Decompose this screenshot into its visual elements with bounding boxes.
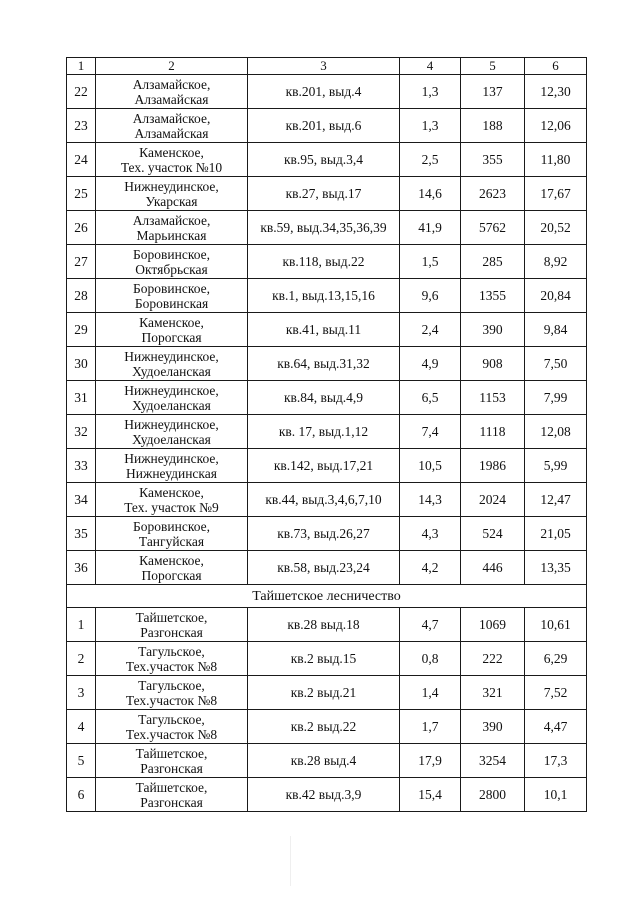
volume-cell: 188 [461, 109, 525, 143]
area-cell: 14,6 [400, 177, 461, 211]
forest-section: Нижнеудинская [126, 465, 217, 481]
location-cell [96, 483, 248, 517]
table-row [67, 211, 587, 245]
value-cell: 4,47 [525, 710, 587, 744]
forest-section: Тех.участок №8 [125, 658, 218, 674]
value-cell: 10,61 [525, 608, 587, 642]
quarter-allotment-cell: кв.2 выд.15 [248, 642, 400, 676]
area-cell: 2,4 [400, 313, 461, 347]
value-cell: 12,47 [525, 483, 587, 517]
location-cell [96, 449, 248, 483]
table-row [67, 744, 587, 778]
row-number-cell: 36 [67, 551, 96, 585]
table-row [67, 642, 587, 676]
row-number-cell: 23 [67, 109, 96, 143]
volume-cell: 2800 [461, 778, 525, 812]
volume-cell: 1986 [461, 449, 525, 483]
table-row [67, 75, 587, 109]
forestry-district: Тагульское, [138, 711, 205, 727]
column-header: 2 [96, 58, 248, 75]
column-number-header-row [67, 58, 587, 75]
value-cell: 8,92 [525, 245, 587, 279]
forest-section: Укарская [145, 193, 198, 209]
area-cell: 1,5 [400, 245, 461, 279]
row-number-cell: 3 [67, 676, 96, 710]
location-cell [96, 143, 248, 177]
row-number-cell: 1 [67, 608, 96, 642]
table-row [67, 676, 587, 710]
quarter-allotment-cell: кв.42 выд.3,9 [248, 778, 400, 812]
forest-section: Худоеланская [132, 397, 211, 413]
area-cell: 1,7 [400, 710, 461, 744]
volume-cell: 1069 [461, 608, 525, 642]
volume-cell: 3254 [461, 744, 525, 778]
value-cell: 17,3 [525, 744, 587, 778]
area-cell: 1,3 [400, 75, 461, 109]
quarter-allotment-cell: кв.118, выд.22 [248, 245, 400, 279]
table-row [67, 143, 587, 177]
volume-cell: 321 [461, 676, 525, 710]
table-row [67, 245, 587, 279]
forest-section: Худоеланская [132, 363, 211, 379]
forest-section: Тех.участок №8 [125, 692, 218, 708]
row-number-cell: 30 [67, 347, 96, 381]
forestry-district: Нижнеудинское, [124, 178, 219, 194]
quarter-allotment-cell: кв.95, выд.3,4 [248, 143, 400, 177]
table-row [67, 483, 587, 517]
location-cell [96, 642, 248, 676]
forestry-district: Боровинское, [133, 246, 210, 262]
value-cell: 7,52 [525, 676, 587, 710]
forestry-district: Боровинское, [133, 518, 210, 534]
location-cell [96, 551, 248, 585]
value-cell: 7,50 [525, 347, 587, 381]
row-number-cell: 22 [67, 75, 96, 109]
area-cell: 1,4 [400, 676, 461, 710]
table-row [67, 551, 587, 585]
table-row [67, 608, 587, 642]
row-number-cell: 4 [67, 710, 96, 744]
value-cell: 12,30 [525, 75, 587, 109]
quarter-allotment-cell: кв.2 выд.21 [248, 676, 400, 710]
volume-cell: 5762 [461, 211, 525, 245]
value-cell: 10,1 [525, 778, 587, 812]
forestry-district: Тагульское, [138, 677, 205, 693]
location-cell [96, 347, 248, 381]
forestry-district: Алзамайское, [132, 76, 211, 92]
value-cell: 13,35 [525, 551, 587, 585]
table-row [67, 347, 587, 381]
area-cell: 9,6 [400, 279, 461, 313]
table-row [67, 177, 587, 211]
column-header: 5 [461, 58, 525, 75]
forest-section: Тех. участок №10 [120, 159, 223, 175]
location-cell [96, 778, 248, 812]
value-cell: 7,99 [525, 381, 587, 415]
row-number-cell: 6 [67, 778, 96, 812]
volume-cell: 2623 [461, 177, 525, 211]
column-header: 3 [248, 58, 400, 75]
forestry-district: Каменское, [139, 484, 204, 500]
row-number-cell: 5 [67, 744, 96, 778]
value-cell: 20,52 [525, 211, 587, 245]
table-row [67, 415, 587, 449]
column-header: 6 [525, 58, 587, 75]
location-cell [96, 381, 248, 415]
location-cell [96, 245, 248, 279]
location-cell [96, 415, 248, 449]
volume-cell: 355 [461, 143, 525, 177]
row-number-cell: 33 [67, 449, 96, 483]
row-number-cell: 35 [67, 517, 96, 551]
quarter-allotment-cell: кв.59, выд.34,35,36,39 [248, 211, 400, 245]
volume-cell: 524 [461, 517, 525, 551]
forest-section: Разгонская [140, 624, 203, 640]
column-header: 4 [400, 58, 461, 75]
section-title: Тайшетское лесничество [67, 585, 587, 608]
volume-cell: 285 [461, 245, 525, 279]
value-cell: 6,29 [525, 642, 587, 676]
row-number-cell: 31 [67, 381, 96, 415]
value-cell: 5,99 [525, 449, 587, 483]
value-cell: 20,84 [525, 279, 587, 313]
area-cell: 4,7 [400, 608, 461, 642]
quarter-allotment-cell: кв.142, выд.17,21 [248, 449, 400, 483]
forestry-district: Тагульское, [138, 643, 205, 659]
row-number-cell: 28 [67, 279, 96, 313]
row-number-cell: 29 [67, 313, 96, 347]
row-number-cell: 24 [67, 143, 96, 177]
forest-section: Боровинская [134, 295, 209, 311]
quarter-allotment-cell: кв.28 выд.4 [248, 744, 400, 778]
table-row [67, 778, 587, 812]
area-cell: 17,9 [400, 744, 461, 778]
quarter-allotment-cell: кв.2 выд.22 [248, 710, 400, 744]
area-cell: 1,3 [400, 109, 461, 143]
area-cell: 10,5 [400, 449, 461, 483]
forestry-district: Тайшетское, [135, 745, 208, 761]
area-cell: 14,3 [400, 483, 461, 517]
table-row [67, 313, 587, 347]
value-cell: 17,67 [525, 177, 587, 211]
row-number-cell: 26 [67, 211, 96, 245]
location-cell [96, 676, 248, 710]
forestry-district: Каменское, [139, 144, 204, 160]
quarter-allotment-cell: кв.28 выд.18 [248, 608, 400, 642]
volume-cell: 1355 [461, 279, 525, 313]
forest-section: Тангуйская [138, 533, 205, 549]
table-row [67, 109, 587, 143]
quarter-allotment-cell: кв.1, выд.13,15,16 [248, 279, 400, 313]
row-number-cell: 2 [67, 642, 96, 676]
row-number-cell: 34 [67, 483, 96, 517]
volume-cell: 390 [461, 710, 525, 744]
row-number-cell: 27 [67, 245, 96, 279]
quarter-allotment-cell: кв.64, выд.31,32 [248, 347, 400, 381]
quarter-allotment-cell: кв.201, выд.6 [248, 109, 400, 143]
section-row [67, 585, 587, 608]
location-cell [96, 109, 248, 143]
area-cell: 15,4 [400, 778, 461, 812]
forest-section: Порогская [141, 329, 202, 345]
quarter-allotment-cell: кв.58, выд.23,24 [248, 551, 400, 585]
value-cell: 21,05 [525, 517, 587, 551]
forest-section: Тех. участок №9 [124, 499, 219, 515]
forestry-district: Нижнеудинское, [124, 382, 219, 398]
area-cell: 4,3 [400, 517, 461, 551]
table-row [67, 279, 587, 313]
volume-cell: 1153 [461, 381, 525, 415]
forestry-district: Алзамайское, [132, 212, 211, 228]
area-cell: 2,5 [400, 143, 461, 177]
table-row [67, 381, 587, 415]
forest-section: Худоеланская [132, 431, 211, 447]
quarter-allotment-cell: кв.84, выд.4,9 [248, 381, 400, 415]
forestry-district: Нижнеудинское, [124, 348, 219, 364]
table-row [67, 710, 587, 744]
value-cell: 12,08 [525, 415, 587, 449]
row-number-cell: 25 [67, 177, 96, 211]
location-cell [96, 517, 248, 551]
location-cell [96, 744, 248, 778]
forestry-district: Алзамайское, [132, 110, 211, 126]
location-cell [96, 211, 248, 245]
location-cell [96, 313, 248, 347]
forest-section: Марьинская [136, 227, 207, 243]
location-cell [96, 75, 248, 109]
value-cell: 9,84 [525, 313, 587, 347]
quarter-allotment-cell: кв.44, выд.3,4,6,7,10 [248, 483, 400, 517]
quarter-allotment-cell: кв.27, выд.17 [248, 177, 400, 211]
forest-section: Разгонская [140, 760, 203, 776]
forestry-district: Тайшетское, [135, 779, 208, 795]
volume-cell: 908 [461, 347, 525, 381]
forest-section: Порогская [141, 567, 202, 583]
volume-cell: 137 [461, 75, 525, 109]
table-row [67, 449, 587, 483]
area-cell: 0,8 [400, 642, 461, 676]
area-cell: 4,9 [400, 347, 461, 381]
volume-cell: 446 [461, 551, 525, 585]
value-cell: 11,80 [525, 143, 587, 177]
forestry-district: Нижнеудинское, [124, 416, 219, 432]
column-header: 1 [67, 58, 96, 75]
area-cell: 7,4 [400, 415, 461, 449]
forestry-district: Каменское, [139, 314, 204, 330]
forest-section: Разгонская [140, 794, 203, 810]
forestry-district: Боровинское, [133, 280, 210, 296]
area-cell: 6,5 [400, 381, 461, 415]
forest-section: Алзамайская [134, 125, 209, 141]
value-cell: 12,06 [525, 109, 587, 143]
row-number-cell: 32 [67, 415, 96, 449]
quarter-allotment-cell: кв.73, выд.26,27 [248, 517, 400, 551]
quarter-allotment-cell: кв. 17, выд.1,12 [248, 415, 400, 449]
area-cell: 4,2 [400, 551, 461, 585]
area-cell: 41,9 [400, 211, 461, 245]
forest-section: Алзамайская [134, 91, 209, 107]
volume-cell: 1118 [461, 415, 525, 449]
volume-cell: 390 [461, 313, 525, 347]
forestry-district: Каменское, [139, 552, 204, 568]
location-cell [96, 608, 248, 642]
forest-plots-table [66, 57, 587, 812]
location-cell [96, 710, 248, 744]
scan-artifact [290, 836, 291, 886]
quarter-allotment-cell: кв.201, выд.4 [248, 75, 400, 109]
forest-section: Октябрьская [135, 261, 208, 277]
location-cell [96, 279, 248, 313]
quarter-allotment-cell: кв.41, выд.11 [248, 313, 400, 347]
forestry-district: Нижнеудинское, [124, 450, 219, 466]
table-row [67, 517, 587, 551]
forest-section: Тех.участок №8 [125, 726, 218, 742]
location-cell [96, 177, 248, 211]
volume-cell: 222 [461, 642, 525, 676]
volume-cell: 2024 [461, 483, 525, 517]
forestry-district: Тайшетское, [135, 609, 208, 625]
